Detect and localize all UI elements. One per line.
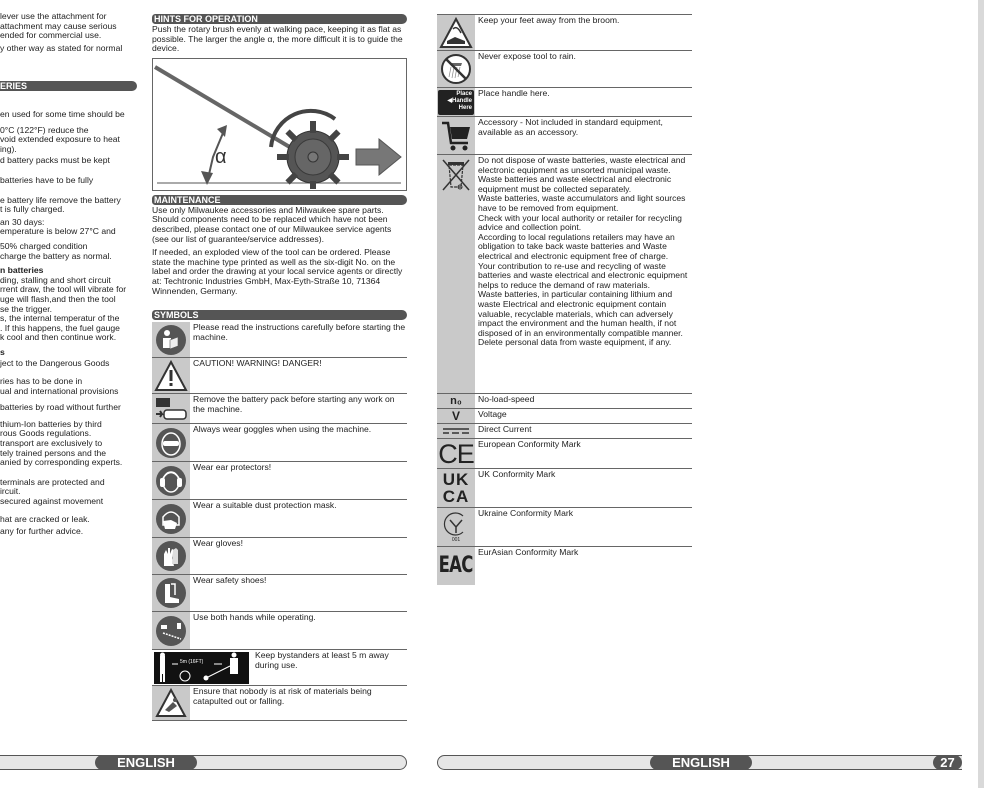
no-load-speed-icon: n₀ — [437, 394, 475, 408]
footer-language-left: ENGLISH — [95, 755, 197, 770]
left-line: batteries have to be fully — [0, 174, 94, 185]
footer-bar-right — [437, 755, 962, 770]
hints-header: HINTS FOR OPERATION — [152, 14, 407, 24]
ukraine-mark-icon — [437, 508, 475, 546]
voltage-icon: V — [437, 409, 475, 423]
left-line: void extended exposure to heat — [0, 134, 120, 145]
left-line: an 30 days: — [0, 216, 45, 227]
symbol-row — [437, 14, 692, 50]
symbol-text: CAUTION! WARNING! DANGER! — [193, 358, 322, 369]
symbol-text: Place handle here. — [478, 88, 550, 98]
read-manual-icon — [152, 322, 190, 357]
left-line: 0°C (122°F) reduce the — [0, 124, 89, 135]
symbol-row — [437, 408, 692, 423]
left-subheading: n batteries — [0, 265, 44, 276]
symbol-text: Always wear goggles when using the machine. — [193, 424, 372, 435]
symbol-text: Accessory - Not included in standard equipment, available as an accessory. — [478, 117, 663, 137]
ukca-letters: UKCA — [442, 470, 470, 506]
left-line: lever use the attachment for — [0, 12, 107, 21]
left-line: batteries by road without further — [0, 402, 121, 413]
symbol-row — [437, 468, 692, 507]
maintenance-para-2: If needed, an exploded view of the tool can be ordered. Please state the machine type printed as well as the six-digit No. on the label and order the drawing at your local service agents or directly at: Techtronic Industries GmbH, Max-Eyth-Straße 10, 71364 Winnenden, Germany. — [152, 247, 403, 296]
symbol-row — [437, 438, 692, 468]
left-line: ing). — [0, 143, 17, 154]
symbol-text: Wear safety shoes! — [193, 575, 267, 586]
symbol-text: Ensure that nobody is at risk of materials being catapulted out or falling. — [193, 686, 372, 706]
symbol-text: Wear gloves! — [193, 538, 243, 549]
direct-current-icon — [437, 424, 475, 438]
symbol-text: Do not dispose of waste batteries, waste electrical and electronic equipment as unsorted municipal waste. Waste batteries and waste electrical and electronic equipment must be collected separately. Waste batteries, waste accumulators and light sources have to be removed from equipment. Check with your local authority or retailer for recycling advice and collection point. According to local regulations retailers may have an obligation to take back waste batteries and Waste electrical and electronic equipment free of charge. Your contribution to re-use and recycling of waste batteries and waste electrical and electronic equipment helps to reduce the demand of raw materials. Waste batteries, in particular containing lithium and waste Electrical and electronic equipment contain valuable, recyclable materials, which can adversely impact the environment and the human health, if not disposed of in an environmentally compatible manner. Delete personal data from waste equipment, if any. — [478, 155, 688, 348]
symbol-row — [152, 649, 407, 685]
maintenance-header: MAINTENANCE — [152, 195, 407, 205]
symbol-text: Ukraine Conformity Mark — [478, 508, 574, 518]
footer-bar-left — [0, 755, 407, 770]
left-line: k cool and then continue work. — [0, 332, 117, 343]
left-line: emperature is below 27°C and — [0, 226, 116, 237]
symbol-row — [152, 611, 407, 649]
left-line: ended for commercial use. — [0, 30, 102, 41]
left-line: terminals are protected and — [0, 476, 105, 487]
right-column — [437, 14, 692, 585]
symbol-row — [152, 393, 407, 423]
symbol-row — [152, 322, 407, 357]
place-handle-icon — [437, 88, 475, 116]
symbol-text: Keep your feet away from the broom. — [478, 15, 620, 25]
gloves-icon — [152, 538, 190, 574]
left-line: s, the internal temperatur of the — [0, 313, 120, 324]
symbol-text: Keep bystanders at least 5 m away during use. — [255, 650, 389, 670]
symbol-text: Wear a suitable dust protection mask. — [193, 500, 337, 511]
left-text-block-2 — [0, 110, 140, 537]
warning-triangle-icon — [152, 358, 190, 393]
left-line: transport are exclusively to — [0, 438, 103, 449]
symbol-row — [152, 357, 407, 393]
ear-protection-icon — [152, 462, 190, 499]
hints-text: Push the rotary brush evenly at walking pace, keeping it as flat as possible. The larger the angle α, the more difficult it is to guide the device. — [152, 24, 403, 54]
symbol-text: European Conformity Mark — [478, 439, 581, 449]
symbol-text: Voltage — [478, 409, 507, 419]
symbol-row — [437, 154, 692, 393]
symbols-list-middle — [152, 322, 407, 721]
place-handle-line-1: Place — [456, 90, 472, 97]
left-line: en used for some time should be — [0, 110, 125, 119]
symbol-row — [152, 423, 407, 461]
middle-column — [152, 14, 407, 721]
symbol-text: Please read the instructions carefully before starting the machine. — [193, 322, 406, 342]
place-handle-line-2 — [438, 98, 472, 105]
left-line: uge will flash,and then the tool — [0, 293, 116, 304]
both-hands-icon — [152, 612, 190, 649]
left-line: ject to the Dangerous Goods — [0, 358, 110, 369]
eac-letters: EAC — [439, 553, 473, 578]
eac-mark-icon — [437, 547, 475, 585]
left-line: ual and international provisions — [0, 385, 119, 396]
left-line: hat are cracked or leak. — [0, 513, 90, 524]
symbols-header: SYMBOLS — [152, 310, 407, 320]
ukraine-mark-number: 001 — [451, 537, 461, 543]
symbol-row — [152, 685, 407, 720]
catapulted-materials-icon — [152, 686, 190, 720]
symbol-text: No-load-speed — [478, 394, 535, 404]
left-line: tely trained persons and the — [0, 447, 107, 458]
left-line: rrent draw, the tool will vibrate for — [0, 284, 127, 295]
symbol-text: Never expose tool to rain. — [478, 51, 576, 61]
ukca-mark-icon — [437, 469, 475, 507]
maintenance-para-1: Use only Milwaukee accessories and Milwaukee spare parts. Should components need to be replaced which have not been described, please contact one of our Milwaukee service agents (see our list of guarantee/service addresses). — [152, 204, 392, 244]
safety-shoes-icon — [152, 575, 190, 611]
brush-angle-figure — [152, 58, 407, 191]
ce-mark-icon: CE — [438, 438, 474, 469]
left-line: ries has to be done in — [0, 376, 83, 387]
left-line: y other way as stated for normal — [0, 42, 123, 53]
symbol-row — [437, 507, 692, 546]
feet-away-broom-icon — [437, 15, 475, 50]
left-line: anied by corresponding experts. — [0, 457, 123, 468]
angle-alpha-label: α — [215, 145, 227, 168]
left-line: attachment may cause serious — [0, 20, 117, 31]
symbol-row — [152, 574, 407, 611]
symbol-row — [437, 50, 692, 87]
place-handle-word: Handle — [451, 97, 472, 104]
rotary-brush-illustration — [153, 59, 405, 189]
crossed-bin-icon — [437, 155, 475, 393]
place-handle-line-3: Here — [458, 104, 472, 111]
bystanders-distance-label: 5m (16FT) — [180, 658, 204, 665]
no-rain-icon — [437, 51, 475, 87]
left-line: ding, stalling and short circuit — [0, 274, 111, 285]
left-section-header: ERIES — [0, 81, 137, 91]
left-column — [0, 12, 140, 56]
left-line: any for further advice. — [0, 526, 84, 537]
page-number: 27 — [933, 755, 962, 770]
left-line: ircuit. — [0, 486, 21, 497]
symbol-row — [152, 537, 407, 574]
symbols-end-rule — [152, 720, 407, 721]
bystanders-distance-icon — [154, 652, 249, 684]
footer-language-right: ENGLISH — [650, 755, 752, 770]
symbol-row — [437, 393, 692, 408]
symbol-row — [437, 116, 692, 154]
left-line: e battery life remove the battery — [0, 194, 121, 205]
left-line: se the trigger. — [0, 303, 53, 314]
left-line: charge the battery as normal. — [0, 250, 112, 261]
left-line: thium-Ion batteries by third — [0, 418, 102, 429]
symbol-text: Direct Current — [478, 424, 532, 434]
page-edge — [978, 0, 984, 788]
symbol-row — [152, 461, 407, 499]
goggles-icon — [152, 424, 190, 461]
symbol-text: Remove the battery pack before starting any work on the machine. — [193, 394, 395, 414]
left-line: secured against movement — [0, 496, 104, 506]
left-subheading: s — [0, 346, 5, 357]
symbol-text: UK Conformity Mark — [478, 469, 556, 479]
left-line: d battery packs must be kept — [0, 155, 110, 166]
left-line: t is fully charged. — [0, 204, 65, 215]
symbol-row — [437, 546, 692, 585]
left-line: . If this happens, the fuel gauge — [0, 322, 120, 333]
symbol-text: Use both hands while operating. — [193, 612, 316, 623]
symbol-row — [437, 87, 692, 116]
symbol-text: Wear ear protectors! — [193, 462, 272, 473]
remove-battery-icon — [152, 394, 190, 423]
arrow-left-icon: ◀ — [447, 97, 452, 104]
symbol-row — [437, 423, 692, 438]
left-line: rous Goods regulations. — [0, 428, 92, 439]
symbol-text: EurAsian Conformity Mark — [478, 547, 579, 557]
dust-mask-icon — [152, 500, 190, 537]
left-text-block-1 — [0, 12, 140, 53]
symbol-row — [152, 499, 407, 537]
cart-icon — [437, 117, 475, 154]
left-line: 50% charged condition — [0, 240, 88, 251]
